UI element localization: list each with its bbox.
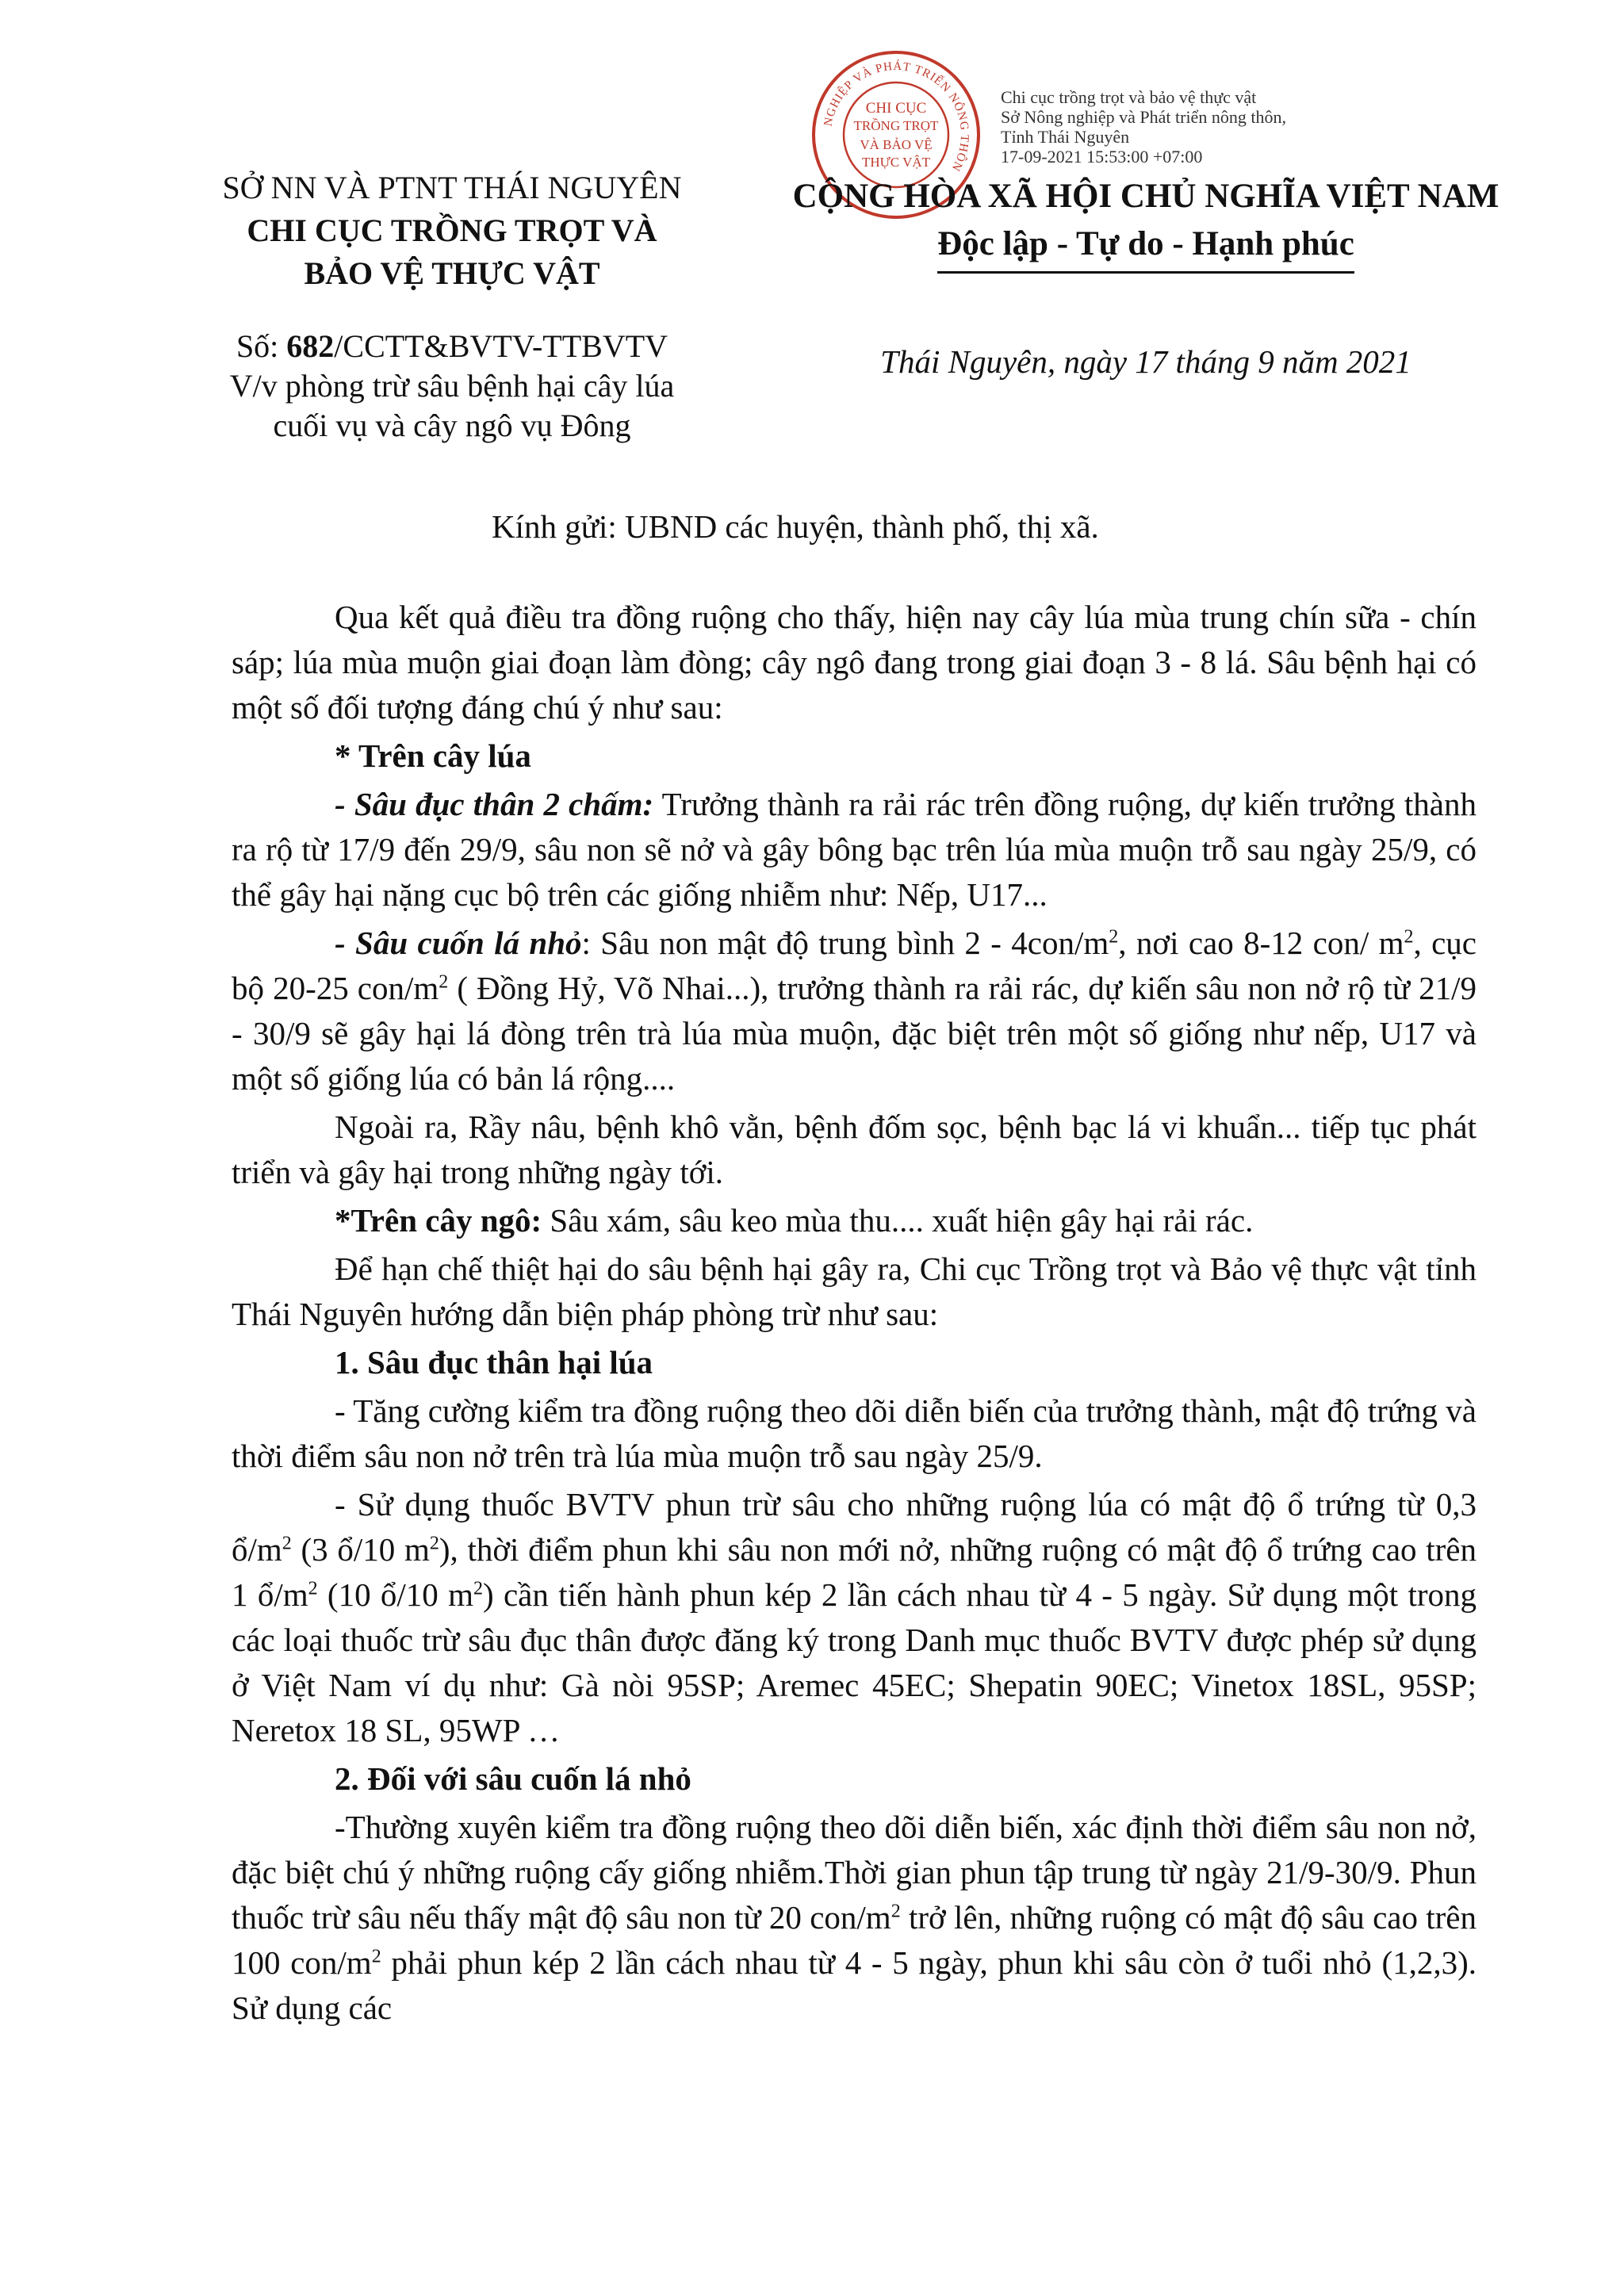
s2p1-text-a: -Thường xuyên kiểm tra đồng ruộng theo dõi diễn biến, xác định thời điểm sâu non nở, đặc biệt chú ý những ruộng cấy giống nhiễm.Thời gian phun tập trung từ ngày 21/9-30/9. Phun thuốc trừ sâu nếu thấy mật độ sâu non từ 20 con/m bbox=[232, 1809, 1477, 1936]
s2p1-text-b: trở lên, những ruộng có mật độ sâu cao trên 100 con/m bbox=[232, 1899, 1477, 1981]
superscript: 2 bbox=[429, 1533, 439, 1554]
stem-borer-paragraph bbox=[232, 782, 1477, 917]
national-motto: Độc lập - Tự do - Hạnh phúc bbox=[937, 220, 1354, 274]
document-reference bbox=[159, 327, 745, 446]
corn-label: *Trên cây ngô: bbox=[335, 1202, 542, 1239]
superscript: 2 bbox=[1404, 926, 1414, 948]
signature-line-4: 17-09-2021 15:53:00 +07:00 bbox=[1001, 147, 1203, 167]
section-1-paragraph-2 bbox=[232, 1482, 1477, 1753]
document-body bbox=[232, 595, 1477, 2034]
number-suffix: /CCTT&BVTV-TTBVTV bbox=[334, 328, 668, 364]
number-value: 682 bbox=[286, 328, 335, 364]
recipient-line: Kính gửi: UBND các huyện, thành phố, thị xã. bbox=[492, 508, 1099, 545]
guidance-paragraph: Để hạn chế thiệt hại do sâu bệnh hại gây ra, Chi cục Trồng trọt và Bảo vệ thực vật tỉnh Thái Nguyên hướng dẫn biện pháp phòng trừ như sau: bbox=[232, 1250, 1477, 1332]
leaf-folder-text-c: , cục bộ 20-25 con/m bbox=[232, 925, 1477, 1006]
s1p2-text-d: (10 ổ/10 m bbox=[317, 1576, 474, 1613]
s2p1-text-c: phải phun kép 2 lần cách nhau từ 4 - 5 ngày, phun khi sâu còn ở tuổi nhỏ (1,2,3). Sử dụng các bbox=[232, 1944, 1477, 2026]
stem-borer-label: - Sâu đục thân 2 chấm: bbox=[335, 786, 654, 822]
corn-text: Sâu xám, sâu keo mùa thu.... xuất hiện gây hại rải rác. bbox=[542, 1202, 1254, 1239]
agency-parent: SỞ NN VÀ PTNT THÁI NGUYÊN bbox=[222, 170, 682, 205]
leaf-folder-text-b: , nơi cao 8-12 con/ m bbox=[1118, 925, 1404, 961]
intro-paragraph: Qua kết quả điều tra đồng ruộng cho thấy, hiện nay cây lúa mùa trung chín sữa - chín sáp; lúa mùa muộn giai đoạn làm đòng; cây ngô đang trong giai đoạn 3 - 8 lá. Sâu bệnh hại có một số đối tượng đáng chú ý như sau: bbox=[232, 599, 1477, 726]
leaf-folder-text-d: ( Đồng Hỷ, Võ Nhai...), trưởng thành ra rải rác, dự kiến sâu non nở rộ từ 21/9 - 30/9 sẽ gây hại lá đòng trên trà lúa mùa muộn, đặc biệt trên một số giống như nếp, U17 và một số giống lúa có bản lá rộng.... bbox=[232, 970, 1477, 1097]
seal-ring-text: NGHIỆP VÀ PHÁT TRIỂN NÔNG THÔN bbox=[822, 59, 971, 174]
superscript: 2 bbox=[282, 1533, 292, 1554]
signature-line-1: Chi cục trồng trọt và bảo vệ thực vật bbox=[1001, 87, 1257, 107]
section-heading-1: 1. Sâu đục thân hại lúa bbox=[335, 1344, 653, 1381]
seal-line-3: VÀ BẢO VỆ bbox=[860, 137, 933, 152]
superscript: 2 bbox=[891, 1901, 901, 1922]
document-number bbox=[159, 327, 745, 366]
national-header bbox=[757, 173, 1534, 274]
subject-line-1: V/v phòng trừ sâu bệnh hại cây lúa bbox=[229, 368, 675, 404]
other-pests-paragraph: Ngoài ra, Rầy nâu, bệnh khô vằn, bệnh đốm sọc, bệnh bạc lá vi khuẩn... tiếp tục phát triển và gây hại trong những ngày tới. bbox=[232, 1109, 1477, 1190]
superscript: 2 bbox=[371, 1946, 381, 1967]
superscript: 2 bbox=[473, 1578, 484, 1599]
number-prefix: Số: bbox=[236, 328, 287, 364]
leaf-folder-text-a: : Sâu non mật độ trung bình 2 - 4con/m bbox=[581, 925, 1109, 961]
agency-name-line-2: BẢO VỆ THỰC VẬT bbox=[304, 255, 600, 291]
signature-line-3: Tỉnh Thái Nguyên bbox=[1001, 127, 1130, 147]
leaf-folder-paragraph bbox=[232, 921, 1477, 1101]
leaf-folder-label: - Sâu cuốn lá nhỏ bbox=[335, 925, 582, 961]
superscript: 2 bbox=[1109, 926, 1119, 948]
section-heading-2: 2. Đối với sâu cuốn lá nhỏ bbox=[335, 1760, 691, 1797]
section-1-paragraph-1: - Tăng cường kiểm tra đồng ruộng theo dõi diễn biến của trưởng thành, mật độ trứng và thời điểm sâu non nở trên trà lúa mùa muộn trỗ sau ngày 25/9. bbox=[232, 1392, 1477, 1474]
corn-paragraph bbox=[232, 1198, 1477, 1243]
signature-line-2: Sở Nông nghiệp và Phát triển nông thôn, bbox=[1001, 107, 1286, 127]
section-heading-rice: * Trên cây lúa bbox=[335, 737, 531, 774]
agency-name-line-1: CHI CỤC TRỒNG TRỌT VÀ bbox=[247, 213, 657, 248]
s1p2-text-c: ), thời điểm phun khi sâu non mới nở, những ruộng có mật độ ổ trứng cao trên 1 ổ/m bbox=[232, 1531, 1477, 1613]
country-name: CỘNG HÒA XÃ HỘI CHỦ NGHĨA VIỆT NAM bbox=[792, 178, 1500, 215]
superscript: 2 bbox=[439, 971, 449, 993]
agency-header bbox=[159, 167, 745, 295]
seal-line-4: THỰC VẬT bbox=[861, 155, 931, 170]
subject-line-2: cuối vụ và cây ngô vụ Đông bbox=[273, 408, 631, 443]
section-2-paragraph-1 bbox=[232, 1805, 1477, 2031]
document-date: Thái Nguyên, ngày 17 tháng 9 năm 2021 bbox=[880, 343, 1411, 380]
seal-line-1: CHI CỤC bbox=[865, 100, 927, 117]
s1p2-text-e: ) cần tiến hành phun kép 2 lần cách nhau từ 4 - 5 ngày. Sử dụng một trong các loại thuốc trừ sâu đục thân được đăng ký trong Danh mục thuốc BVTV được phép sử dụng ở Việt Nam ví dụ như: Gà nòi 95SP; Aremec 45EC; Shepatin 90EC; Vinetox 18SL, 95SP; Neretox 18 SL, 95WP … bbox=[232, 1576, 1477, 1748]
digital-signature-info bbox=[1001, 87, 1286, 167]
s1p2-text-a: - Sử dụng thuốc BVTV phun trừ sâu cho những ruộng lúa có mật độ ổ trứng từ 0,3 ổ/m bbox=[232, 1486, 1477, 1568]
s1p2-text-b: (3 ổ/10 m bbox=[291, 1531, 430, 1568]
stem-borer-text: Trưởng thành ra rải rác trên đồng ruộng, dự kiến trưởng thành ra rộ từ 17/9 đến 29/9, sâu non sẽ nở và gây bông bạc trên lúa mùa muộn trỗ sau ngày 25/9, có thể gây hại nặng cục bộ trên các giống nhiễm như: Nếp, U17... bbox=[232, 786, 1477, 913]
superscript: 2 bbox=[308, 1578, 318, 1599]
seal-line-2: TRỒNG TRỌT bbox=[853, 118, 939, 133]
